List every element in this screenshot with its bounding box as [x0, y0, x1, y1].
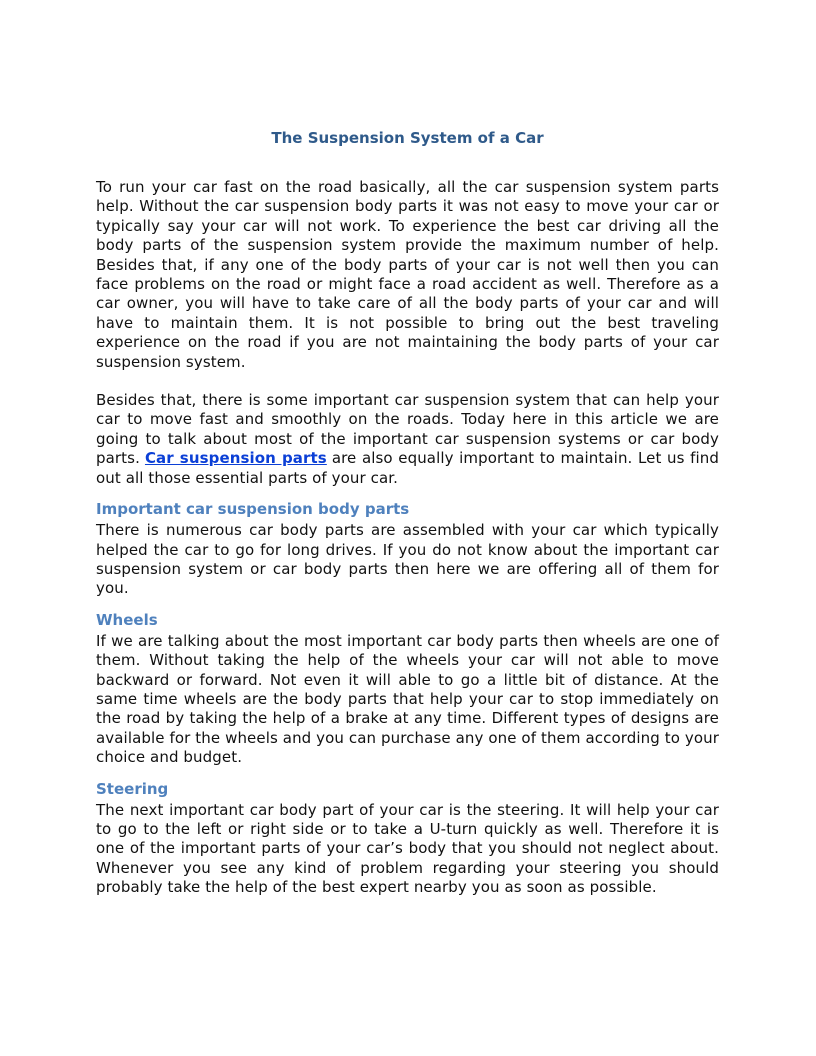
section-body-important-parts: There is numerous car body parts are assembled with your car which typically helped the car to go for long drives. If you do not know about the important car suspension system or car body parts then here we are offering all of them for you. — [96, 521, 719, 598]
document-title: The Suspension System of a Car — [271, 129, 544, 147]
section-heading-steering: Steering — [96, 779, 169, 798]
section-heading-important-parts: Important car suspension body parts — [96, 500, 410, 519]
section-heading-wheels: Wheels — [96, 610, 158, 629]
document-page — [96, 128, 719, 898]
intro-paragraph-1: To run your car fast on the road basically, all the car suspension system parts help. Without the car suspension body parts it was not easy to move your car or typically say your car will not work. To experience the best car driving all the body parts of the suspension system provide the maximum number of help. Besides that, if any one of the body parts of your car is not well then you can face problems on the road or might face a road accident as well. Therefore as a car owner, you will have to take care of all the body parts of your car and will have to maintain them. It is not possible to bring out the best traveling experience on the road if you are not maintaining the body parts of your car suspension system. — [96, 178, 719, 371]
intro-paragraph-2-text-after: are also equally important to maintain. Let us find out all those essential parts of your car. — [96, 449, 719, 487]
intro-paragraph-2-text-before: Besides that, there is some important car suspension system that can help your car to move fast and smoothly on the roads. Today here in this article we are going to talk about most of the important car suspension systems or car body parts. — [96, 391, 719, 468]
intro-paragraph-2 — [96, 391, 719, 488]
section-body-wheels: If we are talking about the most important car body parts then wheels are one of them. Without taking the help of the wheels your car will not able to move backward or forward. Not even it will able to go a little bit of distance. At the same time wheels are the body parts that help your car to stop immediately on the road by taking the help of a brake at any time. Different types of designs are available for the wheels and you can purchase any one of them according to your choice and budget. — [96, 631, 719, 767]
section-body-steering: The next important car body part of your car is the steering. It will help your car to go to the left or right side or to take a U-turn quickly as well. Therefore it is one of the important parts of your car’s body that you should not neglect about. Whenever you see any kind of problem regarding your steering you should probably take the help of the best expert nearby you as soon as possible. — [96, 800, 719, 897]
car-suspension-parts-link[interactable]: Car suspension parts — [144, 449, 327, 468]
